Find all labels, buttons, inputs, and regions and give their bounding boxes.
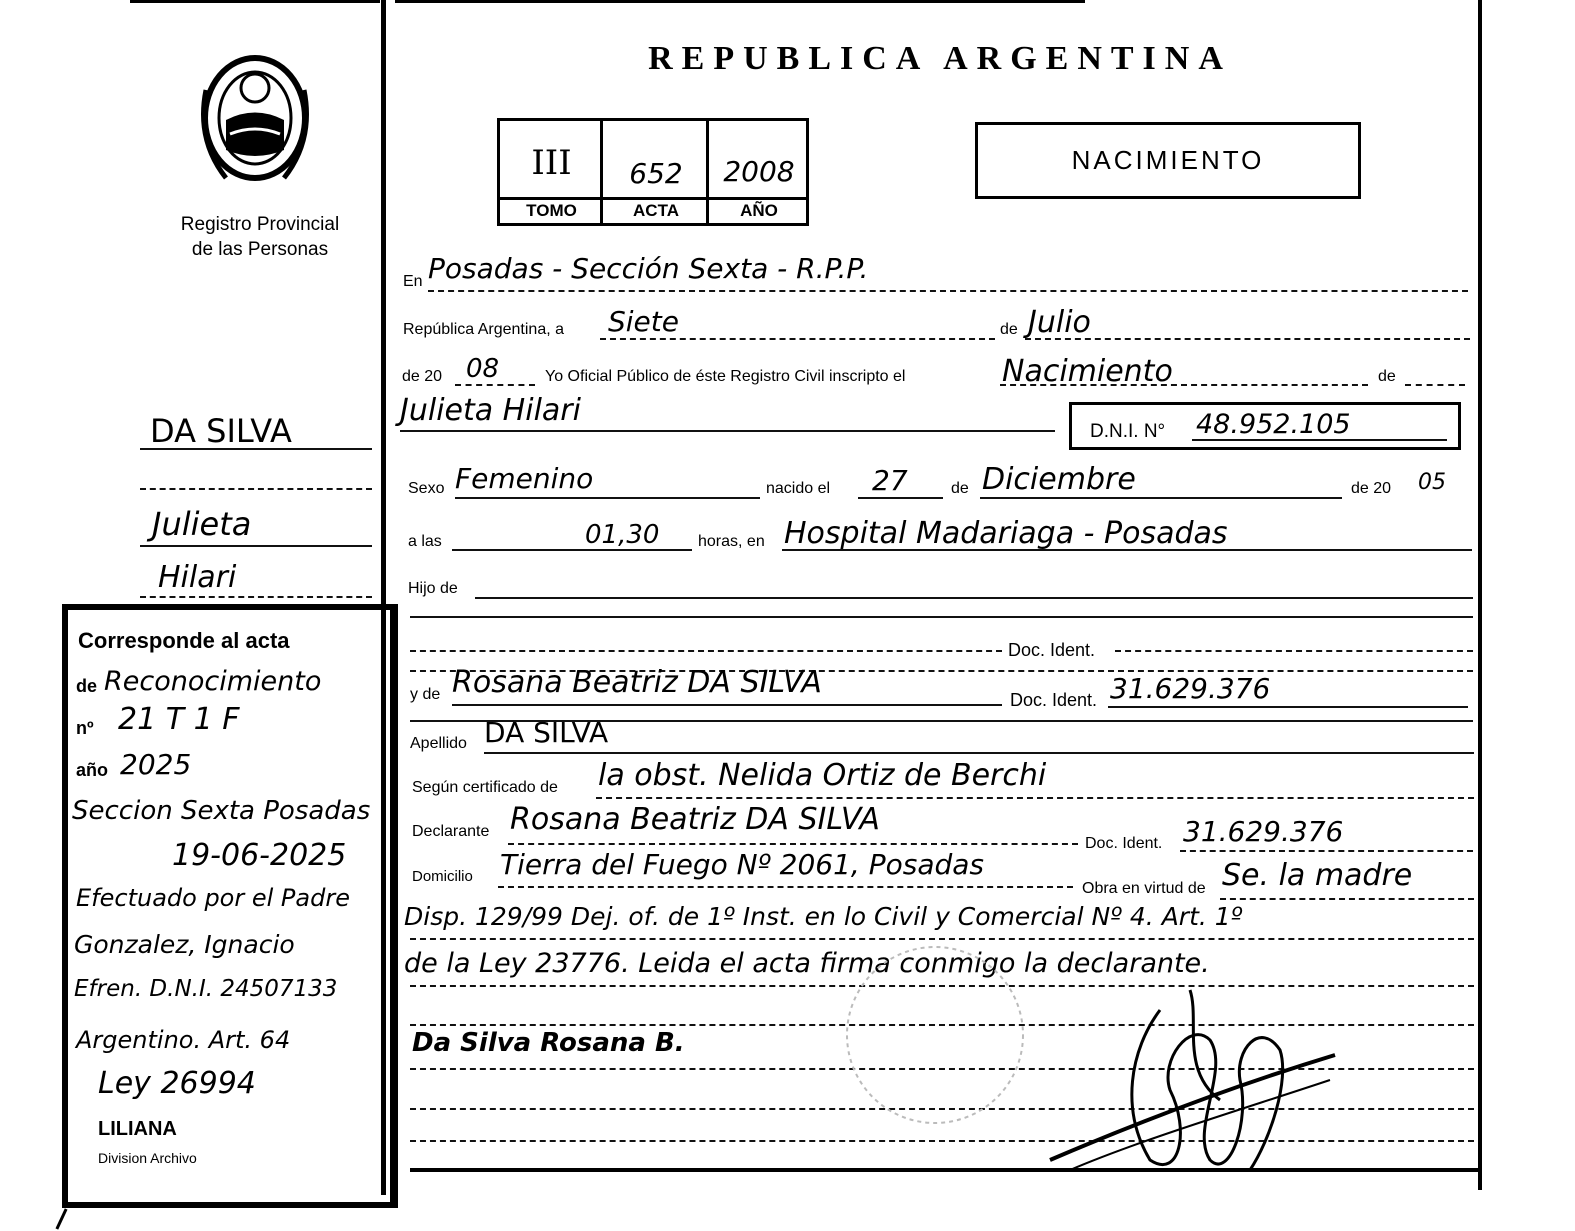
horas-label: horas, en: [698, 533, 765, 550]
margin-line: [140, 448, 372, 450]
de-label: de: [1000, 321, 1018, 338]
nac-mes-value: Diciembre: [982, 462, 1136, 497]
madre-doc-value: 31.629.376: [1110, 672, 1271, 705]
doc-ident-label: Doc. Ident.: [1008, 640, 1096, 660]
obra-value: Se. la madre: [1222, 858, 1413, 893]
oficial-label: Yo Oficial Público de éste Registro Civil inscripto el: [545, 368, 906, 385]
certificado-value: la obst. Nelida Ortiz de Berchi: [598, 758, 1047, 793]
dni-box: [1069, 402, 1461, 450]
observation-line2: de la Ley 23776. Leida el acta firma conmigo la declarante.: [404, 948, 1210, 979]
hora-line: [452, 549, 692, 551]
nac-anio-value: 05: [1418, 470, 1446, 495]
obra-line: [1220, 898, 1474, 900]
record-number-box: [497, 118, 809, 226]
nacido-label: nacido el: [766, 480, 831, 497]
acta-value: 652: [629, 157, 683, 190]
certificado-label: Según certificado de: [412, 779, 558, 796]
stamp-line5: Seccion Sexta Posadas: [72, 796, 371, 826]
top-edge-line-left: [130, 0, 380, 3]
margin-line: [140, 545, 372, 547]
nombre-value: Julieta Hilari: [400, 393, 581, 428]
declarante-value: Rosana Beatriz DA SILVA: [510, 802, 880, 837]
stray-mark: [55, 1208, 67, 1229]
faint-circular-stamp: [840, 940, 1030, 1130]
lugar-line: [782, 549, 1472, 551]
dni-line: [1192, 439, 1447, 441]
de-line2: [1405, 384, 1465, 386]
sexo-value: Femenino: [455, 462, 594, 495]
declarante-doc-line: [1180, 850, 1473, 852]
en-line: [428, 290, 1468, 292]
republica-label: República Argentina, a: [403, 321, 564, 338]
stamp-line9: Efren. D.N.I. 24507133: [74, 976, 338, 1002]
official-signature: [1040, 980, 1350, 1185]
anio-value: 2008: [723, 155, 795, 188]
tomo-value: III: [531, 143, 572, 183]
hijo-line: [475, 597, 1473, 599]
sexo-label: Sexo: [408, 480, 445, 497]
mes-value: Julio: [1028, 305, 1091, 340]
certificado-line: [596, 797, 1474, 799]
nac-mes-line: [980, 497, 1342, 499]
stamp-line4-prefix: año: [76, 760, 109, 780]
record-type: NACIMIENTO: [1071, 145, 1265, 175]
margin-second-name: Hilari: [158, 560, 237, 595]
stamp-line7: Efectuado por el Padre: [76, 884, 350, 912]
org-name-line2: de las Personas: [191, 239, 329, 260]
hora-value: 01,30: [585, 520, 660, 550]
anio-label: AÑO: [740, 201, 778, 220]
inscripto-line: [1000, 384, 1368, 386]
hijo-label: Hijo de: [408, 580, 458, 597]
padre-doc-line: [1115, 650, 1473, 652]
acta-label: ACTA: [633, 201, 679, 220]
lugar-value: Hospital Madariaga - Posadas: [784, 516, 1228, 551]
stamp-line3-prefix: nº: [76, 718, 94, 738]
stamp-line2-value: Reconocimiento: [104, 666, 322, 697]
stamp-line1: Corresponde al acta: [78, 628, 290, 653]
nombre-line: [400, 430, 1055, 432]
madre-value: Rosana Beatriz DA SILVA: [452, 665, 822, 700]
observation-line1: Disp. 129/99 Dej. of. de 1º Inst. en lo Civil y Comercial Nº 4. Art. 1º: [404, 902, 1243, 931]
dia-line: [600, 338, 995, 340]
stamp-line4-value: 2025: [120, 748, 192, 781]
de-label2: de: [1378, 368, 1396, 385]
provincial-seal: [196, 50, 314, 190]
yde-label: y de: [410, 686, 441, 703]
domicilio-label: Domicilio: [412, 868, 473, 885]
margin-first-name: Julieta: [152, 505, 252, 543]
doc-ident-label2: Doc. Ident.: [1010, 690, 1098, 710]
stamp-line13: Division Archivo: [98, 1150, 197, 1166]
stamp-line11: Ley 26994: [98, 1066, 256, 1101]
tomo-label: TOMO: [526, 201, 577, 220]
margin-line: [140, 596, 372, 598]
margin-annotation-stamp: [62, 604, 398, 1208]
sexo-line: [455, 497, 760, 499]
stamp-line10: Argentino. Art. 64: [76, 1026, 291, 1054]
de20-label: de 20: [402, 368, 443, 385]
domicilio-value: Tierra del Fuego Nº 2061, Posadas: [500, 848, 984, 881]
inscripto-value: Nacimiento: [1002, 354, 1173, 389]
dni-value: 48.952.105: [1196, 409, 1351, 440]
nac-dia-value: 27: [872, 464, 908, 497]
alas-label: a las: [408, 533, 442, 550]
stamp-line8: Gonzalez, Ignacio: [74, 930, 295, 959]
declarante-label: Declarante: [412, 823, 490, 840]
top-edge-line-right: [395, 0, 1085, 3]
nac-dia-line: [858, 497, 943, 499]
stamp-line12: LILIANA: [98, 1118, 177, 1140]
stamp-line3-value: 21 T 1 F: [118, 702, 240, 737]
apellido-label: Apellido: [410, 735, 467, 752]
declarante-line: [508, 843, 1078, 845]
org-name-line1: Registro Provincial: [180, 214, 340, 235]
declarant-signature: Da Silva Rosana B.: [412, 1028, 685, 1058]
apellido-line: [484, 752, 1474, 754]
anio-value-form: 08: [466, 354, 500, 384]
madre-line: [452, 704, 1002, 706]
madre-doc-line: [1108, 706, 1468, 708]
en-value: Posadas - Sección Sexta - R.P.P.: [428, 252, 869, 285]
padre-line: [410, 650, 1002, 652]
obra-label: Obra en virtud de: [1082, 880, 1206, 897]
dni-label: D.N.I. N°: [1090, 421, 1166, 442]
dia-value: Siete: [608, 305, 679, 338]
de20-label2: de 20: [1351, 480, 1392, 497]
hijo-line-2: [410, 616, 1473, 618]
declarante-doc-value: 31.629.376: [1183, 815, 1344, 848]
domicilio-line: [498, 886, 1073, 888]
margin-surname: DA SILVA: [150, 412, 292, 450]
mes-line: [1025, 338, 1470, 340]
apellido-value: DA SILVA: [484, 716, 609, 749]
en-label: En: [403, 273, 423, 290]
de-label3: de: [951, 480, 969, 497]
country-title: REPUBLICA ARGENTINA: [648, 40, 1232, 77]
doc-ident-label3: Doc. Ident.: [1085, 835, 1163, 852]
margin-line: [140, 488, 372, 490]
record-type-box: [975, 122, 1361, 199]
stamp-line6-value: 19-06-2025: [172, 838, 347, 873]
anio-line: [455, 384, 535, 386]
right-vertical-border: [1478, 0, 1482, 1190]
stamp-line2-prefix: de: [76, 676, 98, 696]
